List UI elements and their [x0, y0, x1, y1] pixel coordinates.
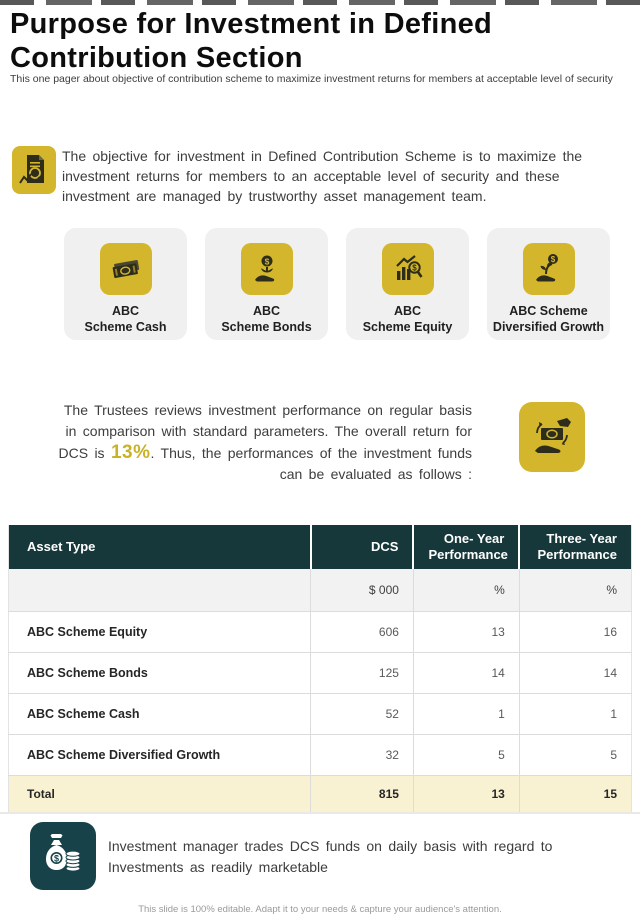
col-header-asset-type: Asset Type	[9, 525, 311, 569]
scheme-label	[85, 304, 167, 335]
scheme-label-line2: Scheme Bonds	[221, 319, 312, 334]
chart-search-glyph	[390, 251, 426, 287]
money-bag-glyph	[40, 832, 86, 880]
scheme-label-line1: ABC	[252, 304, 281, 318]
svg-text:$: $	[550, 255, 555, 265]
svg-text:$: $	[264, 256, 269, 267]
asset-performance-table	[8, 525, 632, 813]
page-title: Purpose for Investment in Defined Contribution Section	[10, 8, 493, 74]
table-row-diversified-growth	[9, 734, 632, 775]
cell-three-year: 14	[519, 652, 631, 693]
svg-text:$: $	[53, 853, 60, 864]
scheme-label	[221, 304, 311, 335]
unit-cell-three-year: %	[519, 569, 631, 611]
cell-one-year: 5	[413, 734, 519, 775]
svg-text:$: $	[411, 263, 417, 273]
trustees-text	[50, 400, 472, 485]
scheme-label-line1: ABC	[393, 304, 422, 318]
scheme-label	[493, 304, 604, 335]
section-divider	[0, 812, 640, 814]
cell-dcs: 125	[311, 652, 414, 693]
scheme-label-line2: Diversified Growth	[492, 319, 605, 334]
card-scheme-cash	[64, 228, 187, 340]
cell-dcs: 52	[311, 693, 414, 734]
scheme-label-line1: ABC	[111, 304, 140, 318]
table-header-row	[9, 525, 632, 569]
cell-three-year: 1	[519, 693, 631, 734]
table-row-equity	[9, 611, 632, 652]
total-label: Total	[9, 775, 311, 812]
cell-one-year: 13	[413, 611, 519, 652]
table-row-bonds	[9, 652, 632, 693]
objective-text: The objective for investment in Defined Contribution Scheme is to maximize the investment returns for members to an acceptable level of security and these investment are managed by trustworthy asset management team.	[62, 148, 583, 204]
col-header-three-year: Three- Year Performance	[519, 525, 631, 569]
cash-icon	[100, 243, 152, 295]
cell-dcs: 606	[311, 611, 414, 652]
trustees-text-after: . Thus, the performances of the investment funds can be evaluated as follows :	[150, 445, 472, 482]
card-scheme-bonds	[205, 228, 328, 340]
document-analysis-glyph	[19, 153, 49, 187]
cell-asset: ABC Scheme Equity	[9, 611, 311, 652]
table-unit-row	[9, 569, 632, 611]
card-scheme-diversified-growth	[487, 228, 610, 340]
scheme-cards	[64, 228, 610, 340]
unit-cell-one-year: %	[413, 569, 519, 611]
total-three-year: 15	[519, 775, 631, 812]
cell-one-year: 1	[413, 693, 519, 734]
chart-search-icon	[382, 243, 434, 295]
top-border-dashes	[0, 0, 640, 5]
performance-table	[8, 525, 632, 813]
scheme-label-line2: Scheme Cash	[84, 319, 167, 334]
page-footer: This slide is 100% editable. Adapt it to your needs & capture your audience's attention.	[138, 904, 502, 915]
cell-three-year: 16	[519, 611, 631, 652]
hand-coin-icon	[241, 243, 293, 295]
table-total-row	[9, 775, 632, 812]
cell-asset: ABC Scheme Diversified Growth	[9, 734, 311, 775]
trustees-text-before: The Trustees reviews investment performance on regular basis in comparison with standard parameters. The overall return for DCS is	[58, 402, 472, 461]
money-bag-icon	[30, 822, 96, 890]
hand-coin-glyph	[249, 251, 285, 287]
cell-one-year: 14	[413, 652, 519, 693]
hand-growth-glyph	[531, 251, 567, 287]
scheme-label-line2: Scheme Equity	[362, 319, 453, 334]
cell-asset: ABC Scheme Bonds	[9, 652, 311, 693]
card-scheme-equity	[346, 228, 469, 340]
cell-dcs: 32	[311, 734, 414, 775]
money-exchange-icon	[519, 402, 585, 472]
cell-asset: ABC Scheme Cash	[9, 693, 311, 734]
hand-growth-icon	[523, 243, 575, 295]
col-header-one-year: One- Year Performance	[413, 525, 519, 569]
total-one-year: 13	[413, 775, 519, 812]
note-text: Investment manager trades DCS funds on daily basis with regard to Investments as readily marketable	[108, 838, 553, 875]
trustees-return-highlight: 13%	[110, 442, 151, 463]
cell-three-year: 5	[519, 734, 631, 775]
unit-cell-dcs: $ 000	[311, 569, 414, 611]
cash-glyph	[108, 251, 144, 287]
table-row-cash	[9, 693, 632, 734]
document-analysis-icon	[12, 146, 56, 194]
scheme-label-line1: ABC Scheme	[509, 304, 588, 318]
page-subtitle: This one pager about objective of contribution scheme to maximize investment returns for members at acceptable level of security	[10, 73, 613, 85]
col-header-dcs: DCS	[311, 525, 414, 569]
total-dcs: 815	[311, 775, 414, 812]
scheme-label	[363, 304, 453, 335]
unit-cell-empty	[9, 569, 311, 611]
money-exchange-glyph	[529, 413, 575, 461]
